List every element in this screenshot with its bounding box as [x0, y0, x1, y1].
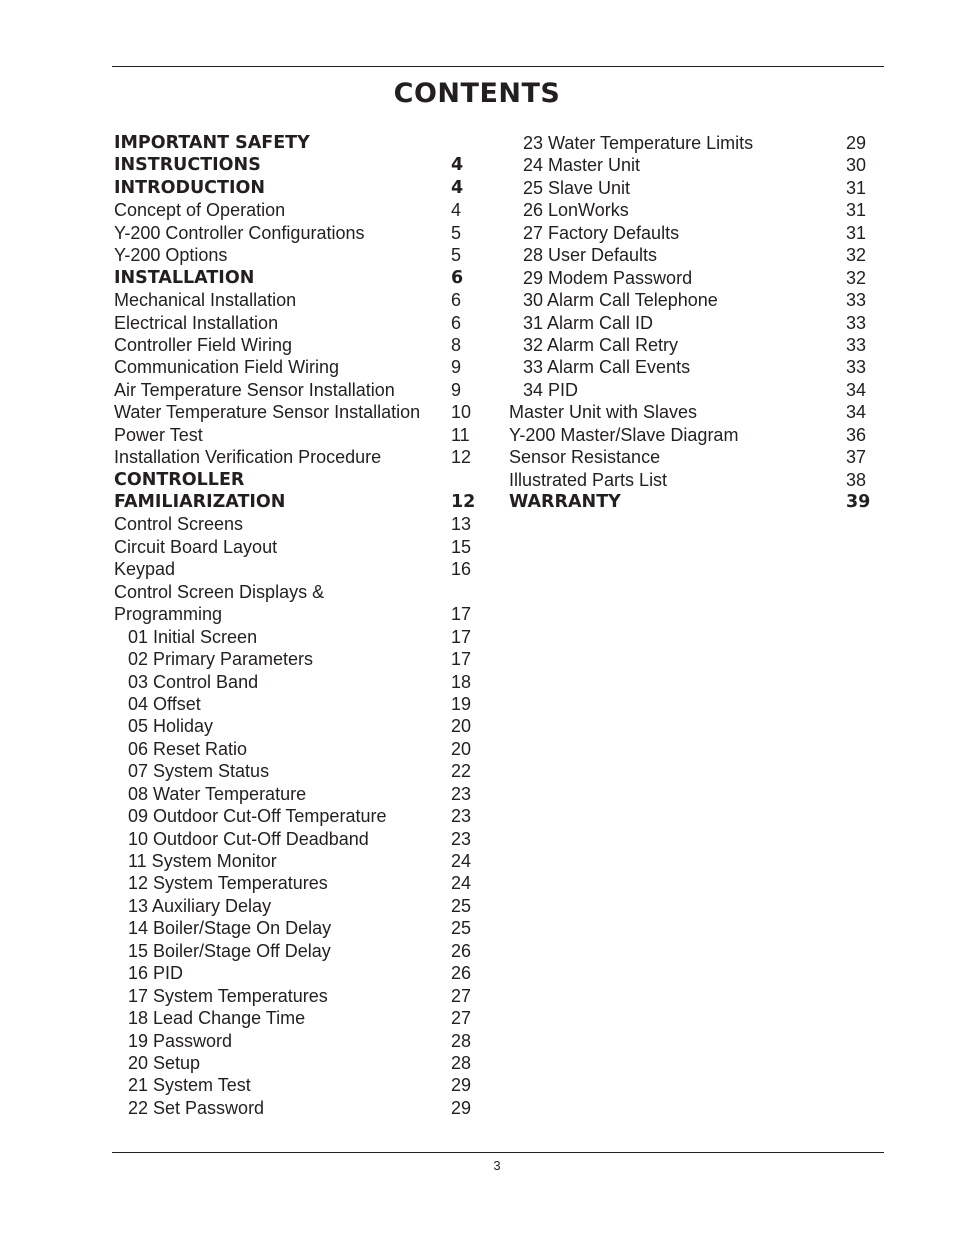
- toc-entry[interactable]: [509, 289, 871, 311]
- toc-entry-page: 19: [451, 693, 472, 714]
- page-number: 3: [493, 1158, 501, 1173]
- toc-entry[interactable]: [114, 199, 476, 221]
- toc-entry-label: Electrical Installation: [114, 312, 279, 333]
- toc-entry-label: Installation Verification Procedure: [114, 447, 382, 468]
- toc-entry[interactable]: [509, 356, 871, 378]
- toc-entry-page: 34: [846, 402, 867, 423]
- toc-entry-page: 31: [846, 177, 867, 198]
- toc-entry-label: 13 Auxiliary Delay: [128, 895, 272, 916]
- toc-entry-page: 20: [451, 716, 472, 737]
- toc-entry-page: 33: [846, 312, 867, 333]
- toc-entry[interactable]: [114, 1030, 476, 1052]
- toc-entry-label: 24 Master Unit: [523, 155, 641, 176]
- toc-entry-page: 25: [451, 895, 472, 916]
- toc-entry-page: 24: [451, 851, 472, 871]
- toc-entry[interactable]: [114, 760, 476, 782]
- toc-entry[interactable]: [509, 491, 871, 513]
- toc-entry-label: Y-200 Master/Slave Diagram: [509, 424, 739, 445]
- toc-entry-page: 18: [451, 671, 472, 692]
- toc-entry-page: 26: [451, 940, 472, 961]
- toc-entry-label: 18 Lead Change Time: [128, 1008, 306, 1029]
- top-rule: [112, 66, 884, 67]
- toc-entry-page: 9: [451, 379, 462, 400]
- toc-entry-label: 23 Water Temperature Limits: [523, 133, 754, 153]
- toc-entry-label: 30 Alarm Call Telephone: [523, 290, 718, 311]
- toc-entry-page: 31: [846, 222, 867, 243]
- toc-entry[interactable]: [114, 693, 476, 715]
- toc-entry[interactable]: [114, 379, 476, 401]
- toc-entry-label: 12 System Temperatures: [128, 873, 328, 894]
- toc-entry-page: 13: [451, 514, 472, 535]
- toc-entry-page: 22: [451, 761, 472, 782]
- toc-entry[interactable]: [114, 828, 476, 850]
- toc-entry[interactable]: [114, 985, 476, 1007]
- toc-entry-label: Programming: [114, 604, 223, 625]
- toc-entry-label: 19 Password: [128, 1030, 233, 1051]
- toc-entry-label: Y-200 Options: [114, 245, 228, 266]
- toc-entry-label: 10 Outdoor Cut-Off Deadband: [128, 828, 369, 849]
- toc-entry-label: Power Test: [114, 424, 203, 445]
- toc-entry[interactable]: [114, 154, 476, 176]
- toc-entry[interactable]: [509, 222, 871, 244]
- toc-right-column: [509, 132, 871, 513]
- toc-entry-label: 08 Water Temperature: [128, 783, 307, 804]
- toc-entry-page: 33: [846, 334, 867, 355]
- toc-entry[interactable]: [114, 513, 476, 535]
- toc-entry-page: 12: [451, 447, 472, 468]
- toc-entry-label: IMPORTANT SAFETY: [114, 133, 310, 153]
- toc-entry-label: Controller Field Wiring: [114, 334, 293, 355]
- toc-entry-page: 10: [451, 402, 472, 423]
- toc-entry-page: 27: [451, 1008, 472, 1029]
- bottom-rule: [112, 1152, 884, 1153]
- toc-entry-label: 33 Alarm Call Events: [523, 357, 691, 378]
- toc-entry[interactable]: [114, 805, 476, 827]
- toc-entry[interactable]: [114, 1074, 476, 1096]
- toc-entry-label: Water Temperature Sensor Installation: [114, 402, 421, 423]
- toc-entry[interactable]: [114, 872, 476, 894]
- toc-entry[interactable]: [114, 334, 476, 356]
- toc-entry[interactable]: [509, 469, 871, 491]
- toc-entry-label: FAMILIARIZATION: [114, 492, 286, 512]
- toc-entry-label: INSTRUCTIONS: [114, 155, 261, 176]
- toc-entry[interactable]: [114, 1052, 476, 1074]
- toc-entry-label: Circuit Board Layout: [114, 536, 278, 557]
- toc-entry-label: Keypad: [114, 559, 176, 580]
- toc-entry-label: Control Screens: [114, 514, 244, 535]
- toc-entry-page: 34: [846, 379, 867, 400]
- toc-entry-page: 31: [846, 200, 867, 221]
- toc-entry[interactable]: [114, 132, 476, 154]
- toc-entry-label: 09 Outdoor Cut-Off Temperature: [128, 806, 387, 827]
- toc-entry[interactable]: [114, 536, 476, 558]
- toc-entry-page: 37: [846, 447, 867, 468]
- toc-entry[interactable]: [114, 312, 476, 334]
- toc-entry-label: 25 Slave Unit: [523, 177, 631, 198]
- toc-entry[interactable]: [114, 962, 476, 984]
- toc-entry-label: 15 Boiler/Stage Off Delay: [128, 940, 331, 961]
- toc-entry-label: 17 System Temperatures: [128, 985, 328, 1006]
- toc-entry-page: 30: [846, 155, 867, 176]
- toc-entry-label: 32 Alarm Call Retry: [523, 334, 679, 355]
- toc-entry[interactable]: [114, 895, 476, 917]
- toc-entry-page: 5: [451, 222, 462, 243]
- toc-entry-page: 9: [451, 357, 462, 378]
- toc-entry-label: 16 PID: [128, 963, 184, 984]
- toc-entry-page: 33: [846, 357, 867, 378]
- toc-entry-page: 20: [451, 738, 472, 759]
- page-title: CONTENTS: [393, 78, 561, 109]
- toc-entry[interactable]: [114, 671, 476, 693]
- toc-entry[interactable]: [114, 715, 476, 737]
- toc-entry-page: 6: [451, 290, 462, 311]
- toc-entry-label: 34 PID: [523, 379, 579, 400]
- toc-entry-page: 4: [451, 200, 462, 221]
- toc-entry-label: 07 System Status: [128, 761, 270, 782]
- toc-entry[interactable]: [114, 738, 476, 760]
- toc-entry[interactable]: [114, 222, 476, 244]
- toc-entry[interactable]: [114, 356, 476, 378]
- toc-entry-page: 33: [846, 290, 867, 311]
- toc-entry-page: 4: [451, 155, 464, 176]
- toc-entry[interactable]: [114, 940, 476, 962]
- toc-entry-page: 28: [451, 1052, 472, 1073]
- toc-entry-label: 27 Factory Defaults: [523, 222, 680, 243]
- toc-entry[interactable]: [509, 177, 871, 199]
- toc-entry-label: CONTROLLER: [114, 469, 245, 490]
- toc-entry-page: 15: [451, 536, 472, 557]
- toc-entry[interactable]: [114, 783, 476, 805]
- toc-entry-page: 4: [451, 177, 464, 198]
- toc-entry[interactable]: [509, 199, 871, 221]
- toc-entry-label: 05 Holiday: [128, 716, 214, 737]
- toc-entry-page: 23: [451, 806, 472, 827]
- toc-entry[interactable]: [114, 491, 476, 513]
- toc-entry-page: 12: [451, 492, 476, 512]
- toc-entry-page: 29: [451, 1075, 472, 1096]
- toc-entry[interactable]: [114, 289, 476, 311]
- toc-entry-page: 6: [451, 312, 462, 333]
- toc-entry[interactable]: [114, 267, 476, 289]
- toc-entry-label: 22 Set Password: [128, 1097, 265, 1118]
- toc-entry-page: 26: [451, 963, 472, 984]
- toc-entry-label: 31 Alarm Call ID: [523, 312, 654, 333]
- toc-entry[interactable]: [114, 446, 476, 468]
- toc-entry-label: Master Unit with Slaves: [509, 402, 698, 423]
- toc-entry-page: 39: [846, 492, 871, 512]
- toc-left-column: [114, 132, 476, 1119]
- toc-entry[interactable]: [509, 244, 871, 266]
- toc-entry[interactable]: [114, 244, 476, 266]
- toc-entry[interactable]: [114, 917, 476, 939]
- toc-entry[interactable]: [114, 1097, 476, 1119]
- toc-entry-label: Air Temperature Sensor Installation: [114, 379, 395, 400]
- toc-entry-page: 23: [451, 828, 472, 849]
- toc-entry[interactable]: [114, 177, 476, 199]
- toc-entry-label: Concept of Operation: [114, 200, 286, 221]
- toc-entry-page: 17: [451, 649, 472, 670]
- toc-entry[interactable]: [509, 154, 871, 176]
- toc-entry[interactable]: [114, 648, 476, 670]
- toc-entry-page: 38: [846, 469, 867, 490]
- toc-entry-label: 14 Boiler/Stage On Delay: [128, 918, 332, 939]
- toc-entry-page: 28: [451, 1030, 472, 1051]
- toc-entry[interactable]: [114, 558, 476, 580]
- toc-entry[interactable]: [114, 603, 476, 625]
- toc-entry-label: Control Screen Displays &: [114, 581, 325, 602]
- toc-entry-label: Illustrated Parts List: [509, 469, 668, 490]
- toc-entry-page: 23: [451, 783, 472, 804]
- toc-entry-label: Sensor Resistance: [509, 447, 661, 468]
- toc-entry-label: WARRANTY: [509, 492, 621, 512]
- toc-entry-label: INSTALLATION: [114, 267, 255, 288]
- toc-entry-page: 29: [451, 1097, 472, 1118]
- toc-entry-label: 26 LonWorks: [523, 200, 629, 221]
- toc-entry[interactable]: [509, 446, 871, 468]
- toc-entry[interactable]: [509, 401, 871, 423]
- toc-entry-page: 17: [451, 604, 472, 625]
- toc-entry[interactable]: [114, 626, 476, 648]
- toc-entry[interactable]: [509, 312, 871, 334]
- toc-entry[interactable]: [114, 401, 476, 423]
- toc-entry[interactable]: [509, 334, 871, 356]
- toc-entry[interactable]: [509, 132, 871, 154]
- toc-entry-label: 01 Initial Screen: [128, 626, 258, 647]
- toc-entry[interactable]: [114, 1007, 476, 1029]
- toc-entry-label: Y-200 Controller Configurations: [114, 222, 365, 243]
- toc-entry[interactable]: [114, 424, 476, 446]
- toc-entry-page: 29: [846, 133, 867, 153]
- toc-entry-label: 11 System Monitor: [128, 851, 277, 871]
- toc-entry-label: 02 Primary Parameters: [128, 649, 314, 670]
- toc-entry-label: 28 User Defaults: [523, 245, 658, 266]
- toc-entry[interactable]: [114, 469, 476, 491]
- toc-entry[interactable]: [114, 581, 476, 603]
- toc-entry-label: 04 Offset: [128, 693, 201, 714]
- toc-entry-page: 16: [451, 559, 472, 580]
- toc-entry-page: 27: [451, 985, 472, 1006]
- toc-entry-page: 32: [846, 267, 867, 288]
- toc-entry-label: 21 System Test: [128, 1075, 251, 1096]
- toc-entry-page: 11: [451, 424, 470, 445]
- toc-entry-label: 29 Modem Password: [523, 267, 693, 288]
- toc-entry-page: 5: [451, 245, 462, 266]
- toc-entry-page: 6: [451, 267, 464, 288]
- toc-entry-label: 20 Setup: [128, 1052, 201, 1073]
- toc-entry-label: Communication Field Wiring: [114, 357, 340, 378]
- toc-entry[interactable]: [114, 850, 476, 872]
- toc-entry-page: 32: [846, 245, 867, 266]
- toc-entry-page: 8: [451, 334, 462, 355]
- toc-entry[interactable]: [509, 379, 871, 401]
- toc-entry-page: 25: [451, 918, 472, 939]
- toc-entry-page: 36: [846, 424, 867, 445]
- toc-entry[interactable]: [509, 424, 871, 446]
- toc-entry-page: 24: [451, 873, 472, 894]
- toc-entry-label: Mechanical Installation: [114, 290, 297, 311]
- toc-entry-page: 17: [451, 626, 472, 647]
- toc-entry[interactable]: [509, 267, 871, 289]
- toc-entry-label: INTRODUCTION: [114, 177, 265, 198]
- toc-entry-label: 03 Control Band: [128, 671, 259, 692]
- toc-entry-label: 06 Reset Ratio: [128, 738, 248, 759]
